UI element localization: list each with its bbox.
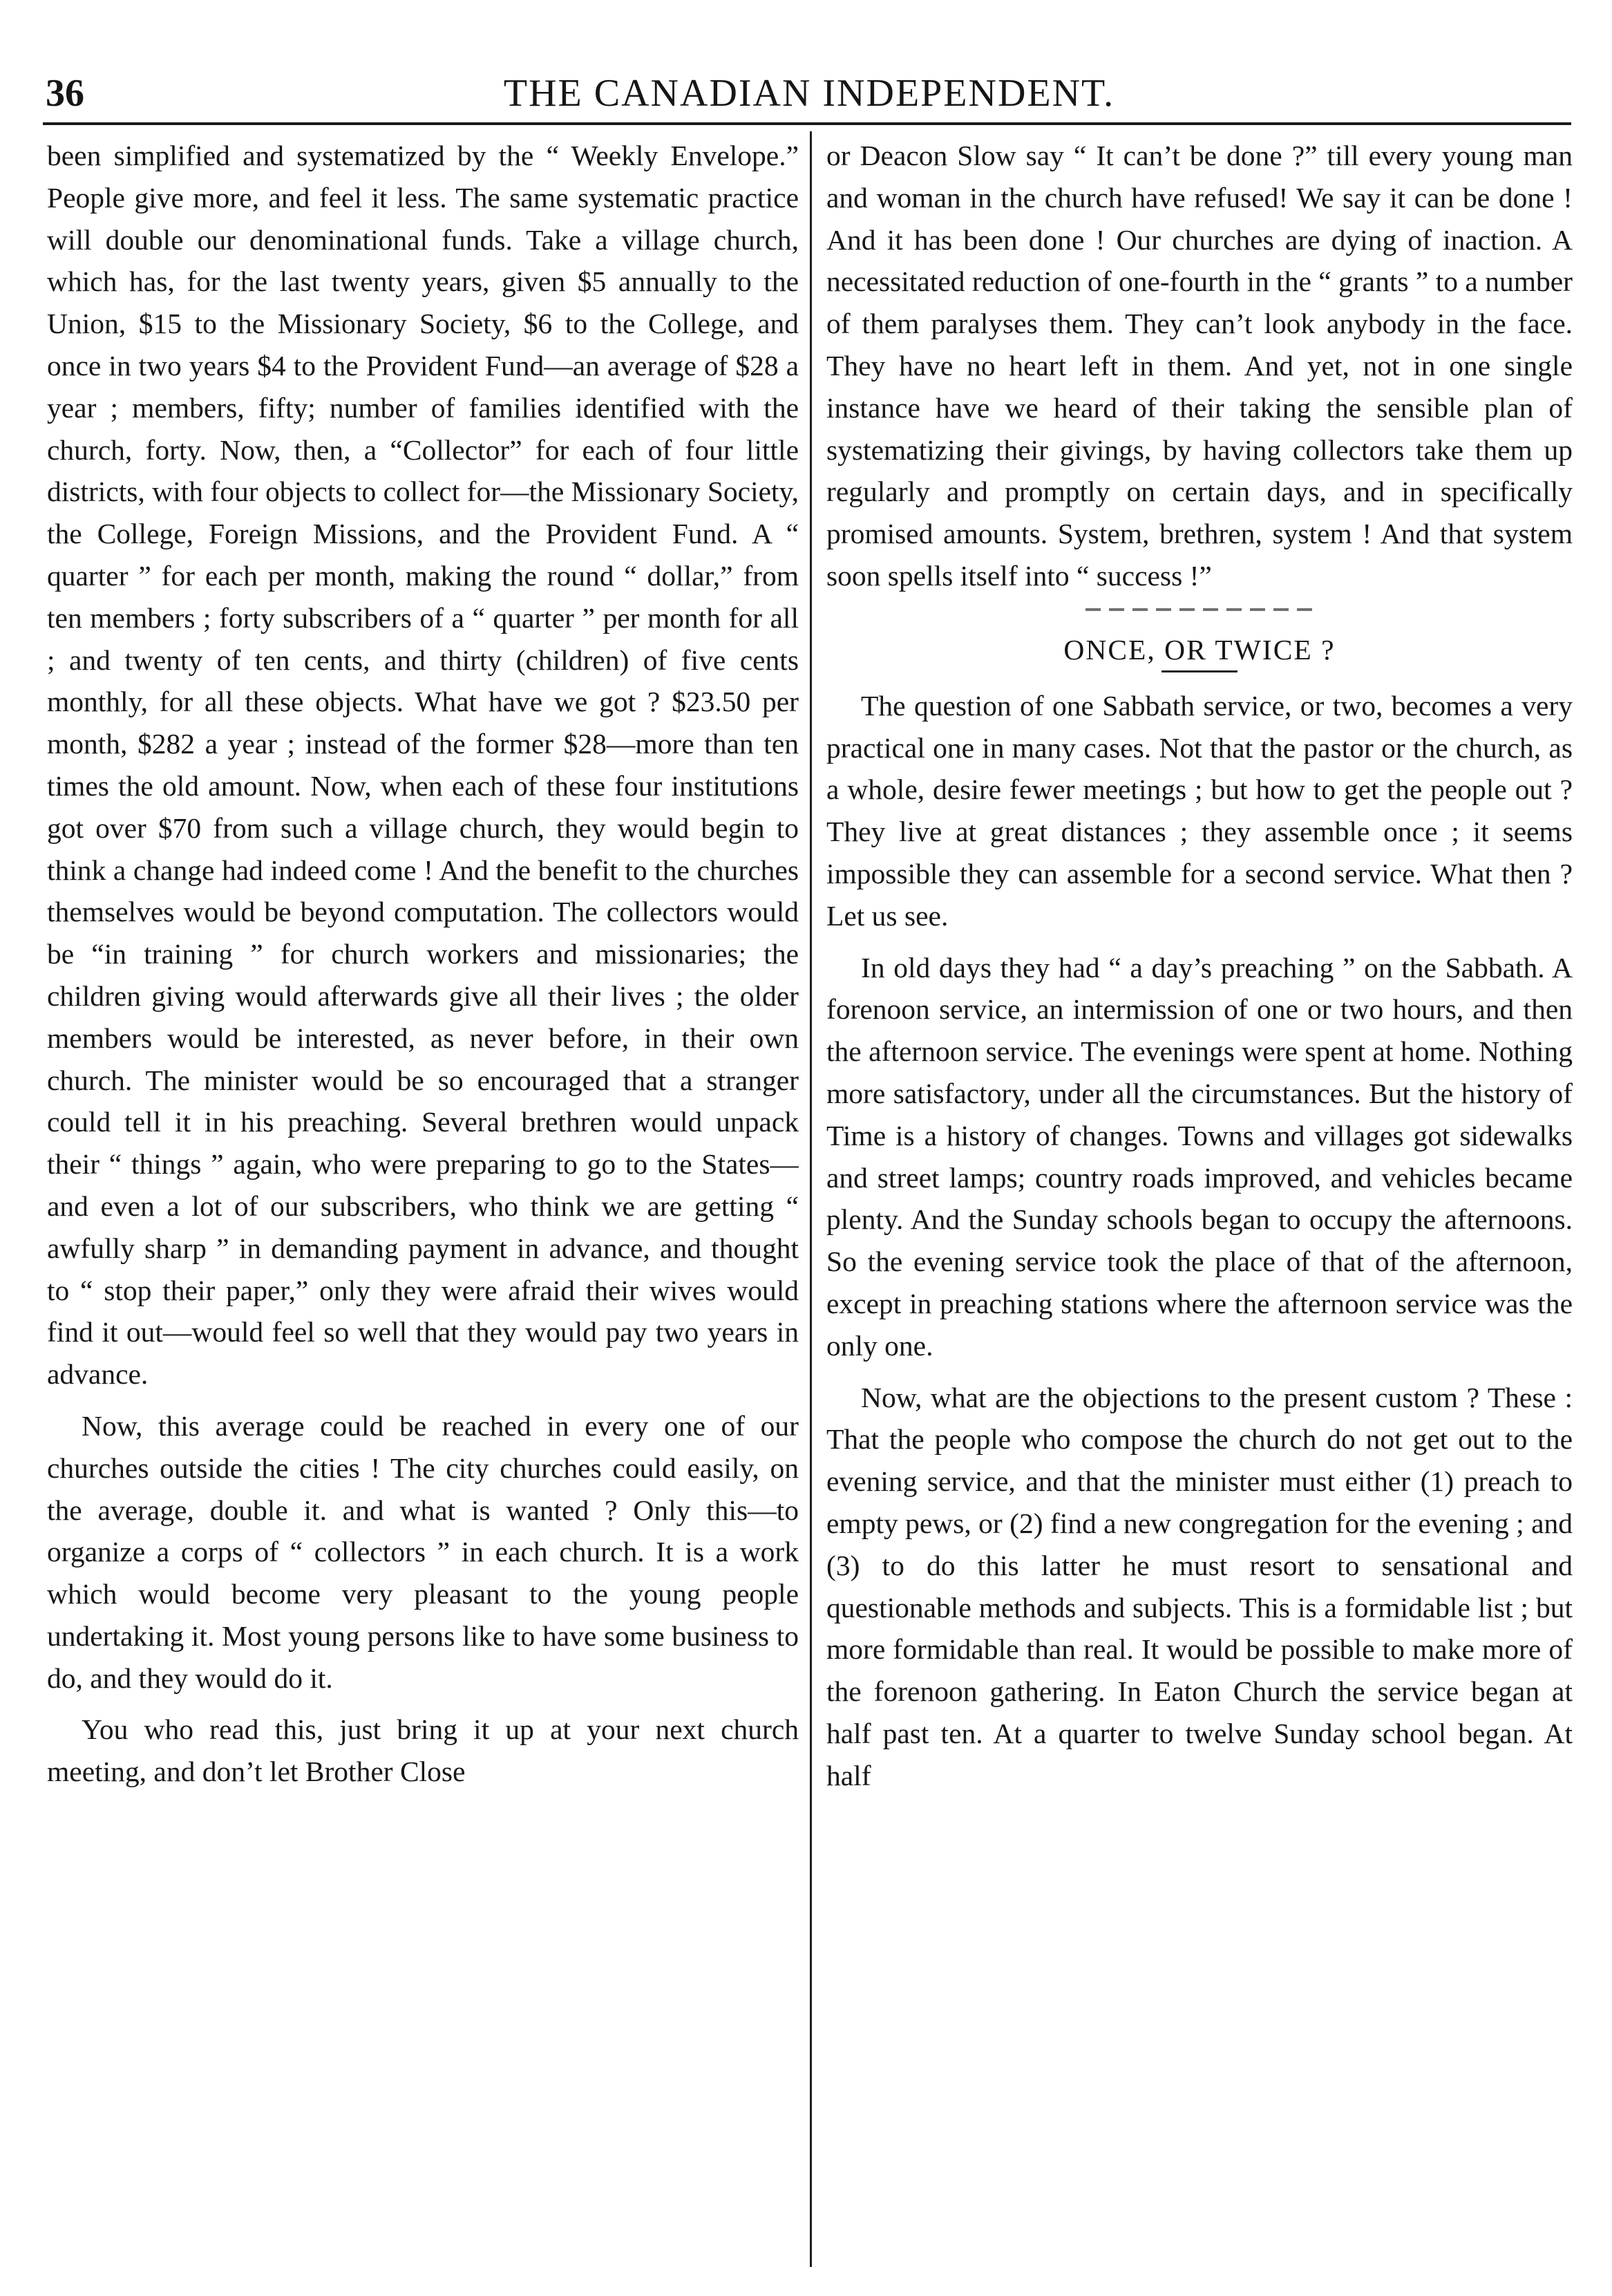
- header-rule: [43, 122, 1571, 125]
- left-paragraph-2: Now, this average could be reached in every one of our churches outside the cities ! The city churches could easily, on the average, double it. and what is wanted ? Only this—to organize a corps of “ collectors ” in each church. It is a work which would become very pleasant to the young people undertaking it. Most young persons like to have some business to do, and they would do it.: [47, 1409, 799, 1694]
- left-paragraph-1: been simplified and systematized by the “ Weekly Envelope.” People give more, and feel it less. The same systematic practice will double our denominational funds. Take a village church, which has, for the last twenty years, given $5 annually to the Union, $15 to the Missionary Society, $6 to the College, and once in two years $4 to the Provident Fund—an average of $28 a year ; members, fifty; number of families identified with the church, forty. Now, then, a “Collector” for each of four little districts, with four objects to collect for—the Missionary Society, the College, Foreign Missions, and the Provident Fund. A “ quarter ” for each per month, making the round “ dollar,” from ten members ; forty subscribers of a “ quarter ” per month for all ; and twenty of ten cents, and thirty (children) of five cents monthly, for all these objects. What have we got ? $23.50 per month, $282 a year ; instead of the former $28—more than ten times the old amount. Now, when each of these four institutions got over $70 from such a village church, they would begin to think a change had indeed come ! And the benefit to the churches themselves would be beyond computation. The collectors would be “in training ” for church workers and missionaries; the children giving would afterwards give all their lives ; the older members would be interested, as never before, in their own church. The minister would be so encouraged that a stranger could tell it in his preaching. Several brethren would unpack their “ things ” again, who were preparing to go to the States—and even a lot of our subscribers, who think we are getting “ awfully sharp ” in demanding payment in advance, and thought to “ stop their paper,” only they were afraid their wives would find it out—would feel so well that they would pay two years in advance.: [47, 140, 799, 1391]
- section-title: ONCE, OR TWICE ?: [1063, 633, 1336, 666]
- right-continuation-paragraph: or Deacon Slow say “ It can’t be done ?” till every young man and woman in the church have refused! We say it can be done ! And it has been done ! Our churches are dying of inaction. A necessitated reduction of one-fourth in the “ grants ” to a number of them paralyses them. They can’t look anybody in the face. They have no heart left in them. And yet, not in one single instance have we heard of their taking the sensible plan of systematizing their givings, by having collectors take them up regularly and promptly on certain days, and in specifically promised amounts. System, brethren, system ! And that system soon spells itself into “ success !”: [826, 140, 1573, 592]
- left-column: [47, 135, 799, 2270]
- right-paragraph-1: The question of one Sabbath service, or two, becomes a very practical one in many cases. Not that the pastor or the church, as a whole, desire fewer meetings ; but how to get the people out ? They live at great distances ; they assemble once ; it seems impossible they can assemble for a second service. What then ? Let us see.: [826, 689, 1573, 932]
- page-header: [46, 69, 1573, 124]
- section-title-rule: [1161, 670, 1238, 672]
- journal-title: THE CANADIAN INDEPENDENT.: [503, 72, 1115, 115]
- right-paragraph-2: In old days they had “ a day’s preaching ” on the Sabbath. A forenoon service, an intermission of one or two hours, and then the afternoon service. The evenings were spent at home. Nothing more satisfactory, under all the circumstances. But the history of Time is a history of changes. Towns and villages got sidewalks and street lamps; country roads improved, and vehicles became plenty. And the Sunday schools began to occupy the afternoons. So the evening service took the place of that of the afternoon, except in preaching stations where the afternoon service was the only one.: [826, 951, 1573, 1362]
- column-divider: [810, 131, 812, 2267]
- left-paragraph-3: You who read this, just bring it up at your next church meeting, and don’t let Brother Close: [47, 1713, 799, 1788]
- right-paragraph-3: Now, what are the objections to the present custom ? These : That the people who compose the church do not get out to the evening service, and that the minister must either (1) preach to empty pews, or (2) find a new congregation for the evening ; and (3) to do this latter he must resort to sensational and questionable methods and subjects. This is a formidable list ; but more formidable than real. It would be possible to make more of the forenoon gathering. In Eaton Church the service began at half past ten. At a quarter to twelve Sunday school began. At half: [826, 1381, 1573, 1791]
- section-separator: [1085, 608, 1314, 611]
- page-number: 36: [46, 72, 84, 115]
- right-column: [826, 135, 1573, 2270]
